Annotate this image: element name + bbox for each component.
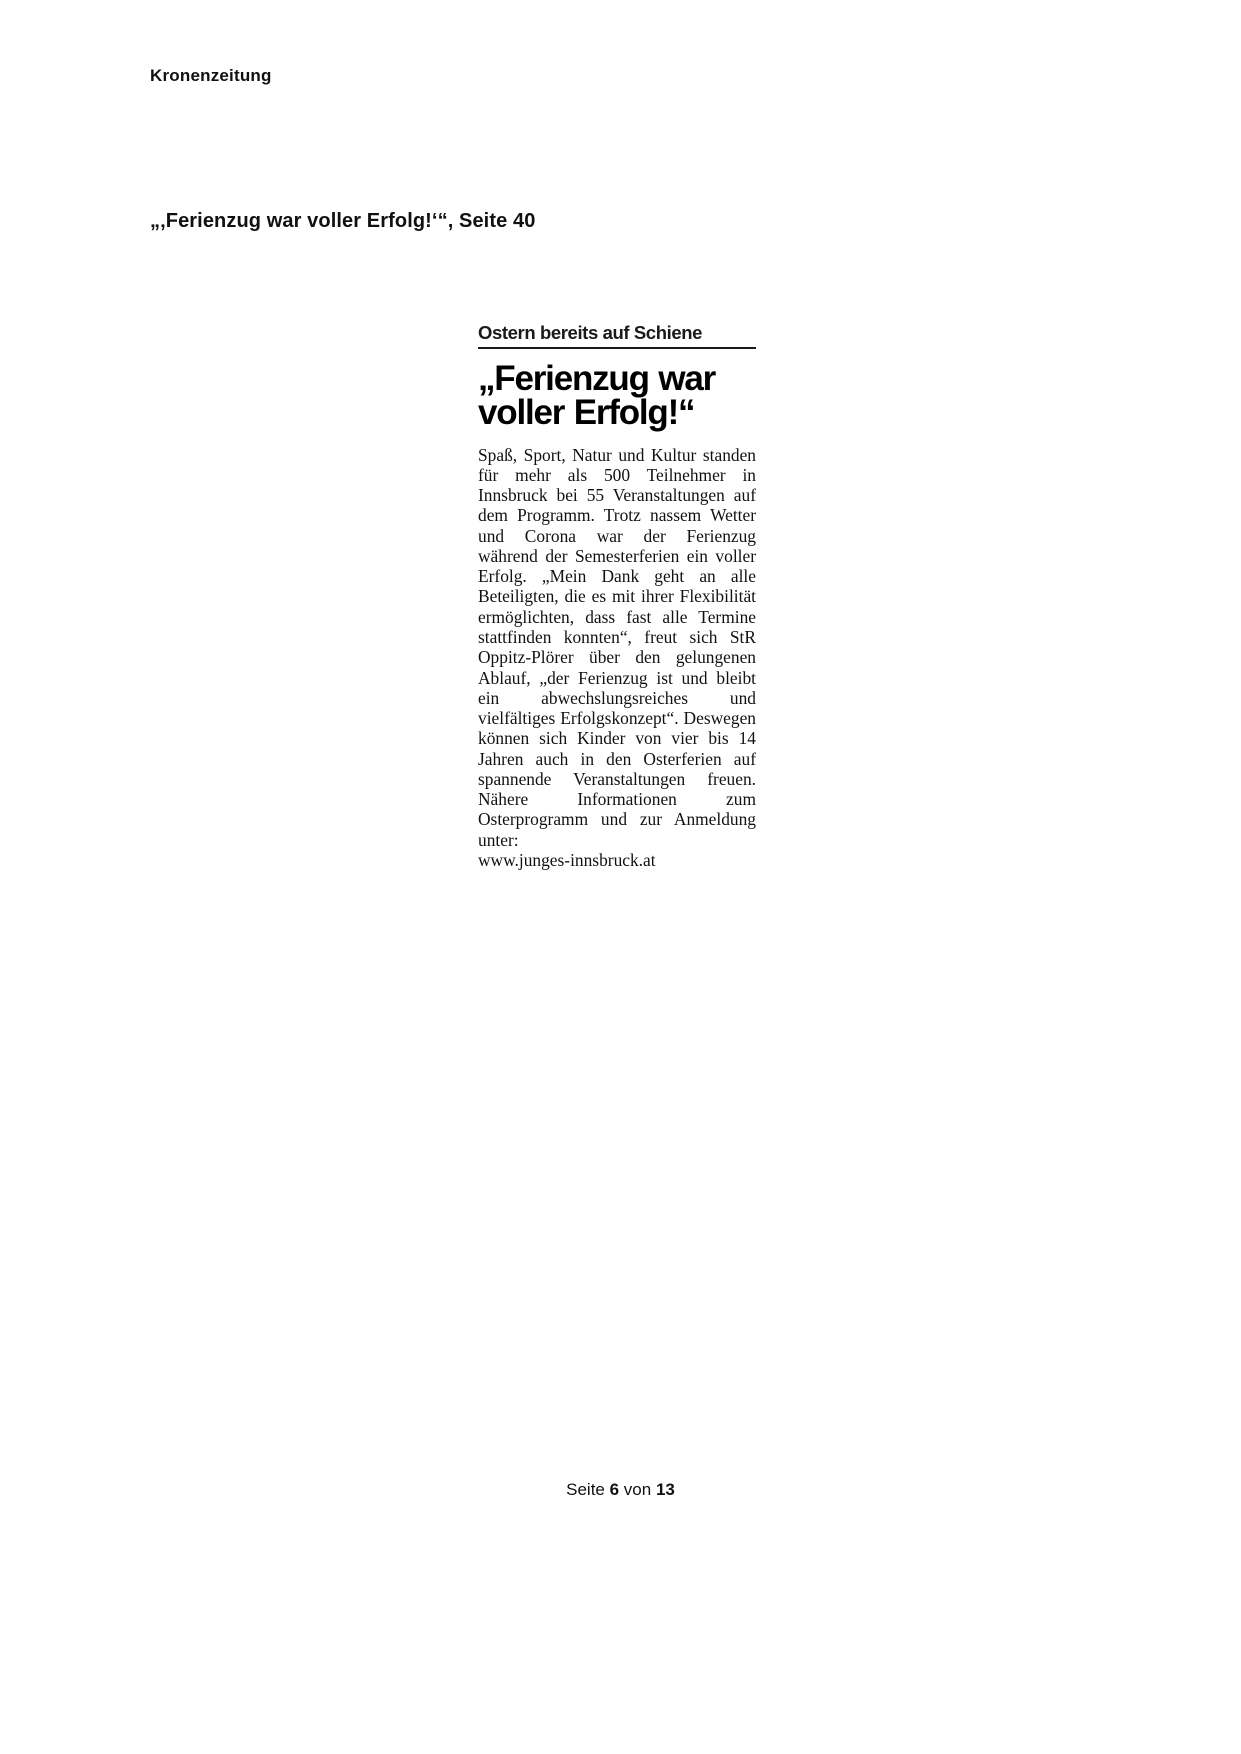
document-header-title: Kronenzeitung (150, 66, 272, 85)
clipping-body-url: www.junges-innsbruck.at (478, 849, 656, 870)
footer-prefix: Seite (566, 1480, 610, 1499)
footer-middle: von (619, 1480, 656, 1499)
clipping-body-text: Spaß, Sport, Natur und Kultur standen für mehr als 500 Teilnehmer in Innsbruck bei 55 Veranstaltungen auf dem Programm. Trotz nassem Wetter und Corona war der Ferienzug während der Semesterferien ein voller Erfolg. „Mein Dank geht an alle Beteiligten, die es mit ihrer Flexibilität ermöglichten, dass fast alle Termine stattfinden konnten“, freut sich StR Oppitz-Plörer über den gelungenen Ablauf, „der Ferienzug ist und bleibt ein abwechslungsreiches und vielfältiges Erfolgskonzept“. Deswegen können sich Kinder von vier bis 14 Jahren auch in den Osterferien auf spannende Veranstaltungen freuen. Nähere Informationen zum Osterprogramm und zur Anmeldung unter: (478, 444, 756, 850)
clipping-body (478, 445, 756, 871)
clipping-kicker: Ostern bereits auf Schiene (478, 322, 756, 349)
newspaper-clipping (478, 322, 756, 870)
article-caption: „‚Ferienzug war voller Erfolg!‘“, Seite 40 (150, 210, 536, 232)
clipping-headline (478, 359, 756, 433)
footer-total-pages: 13 (655, 1480, 675, 1499)
page-footer (0, 1480, 1241, 1500)
clipping-headline-line-1: „Ferienzug war (478, 359, 716, 398)
footer-page-number: 6 (609, 1480, 620, 1499)
clipping-headline-line-2: voller Erfolg!“ (478, 393, 695, 433)
